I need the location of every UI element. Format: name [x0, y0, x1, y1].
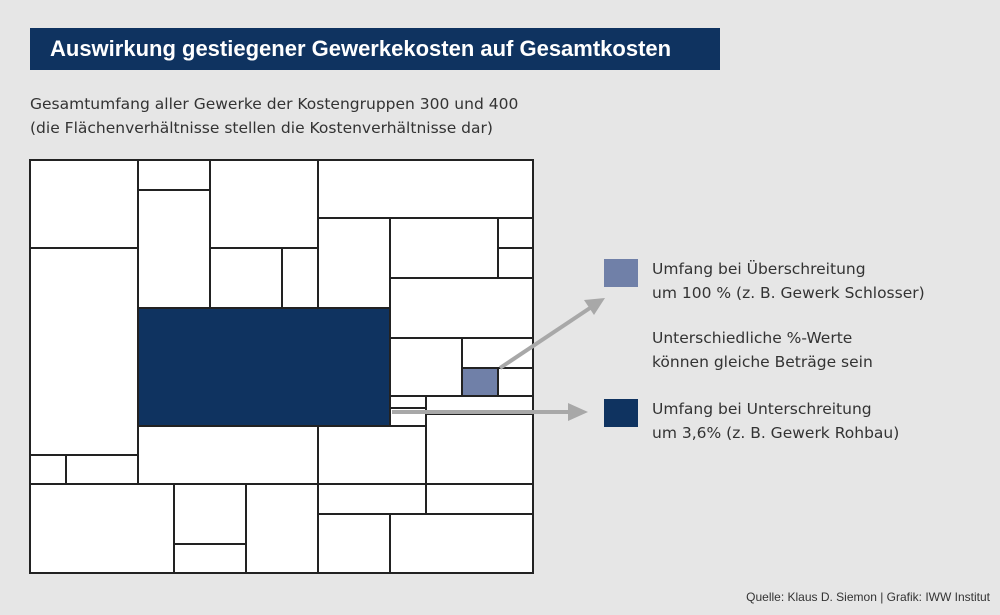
title-text: Auswirkung gestiegener Gewerkekosten auf Gesamtkosten [50, 36, 672, 61]
subtitle-line-1: Gesamtumfang aller Gewerke der Kostengruppen 300 und 400 [30, 95, 519, 113]
legend-note-line-2: können gleiche Beträge sein [652, 353, 873, 371]
legend-swatch-under [604, 399, 638, 427]
legend-note-line-1: Unterschiedliche %-Werte [652, 329, 853, 347]
source-credit: Quelle: Klaus D. Siemon | Grafik: IWW Institut [746, 590, 990, 604]
legend-swatch-over [604, 259, 638, 287]
legend-note-text [652, 326, 873, 374]
subtitle-line-2: (die Flächenverhältnisse stellen die Kostenverhältnisse dar) [30, 119, 493, 137]
legend-over-line-2: um 100 % (z. B. Gewerk Schlosser) [652, 284, 925, 302]
legend-under-line-2: um 3,6% (z. B. Gewerk Rohbau) [652, 424, 900, 442]
treemap-block-rohbau [138, 308, 390, 426]
legend-over-line-1: Umfang bei Überschreitung [652, 260, 866, 278]
arrow-over-head [584, 298, 605, 315]
arrow-under-head [568, 403, 588, 421]
legend-under-text [652, 397, 899, 445]
legend-over-text [652, 257, 925, 305]
legend-under-line-1: Umfang bei Unterschreitung [652, 400, 872, 418]
treemap-block-schlosser [462, 368, 498, 396]
